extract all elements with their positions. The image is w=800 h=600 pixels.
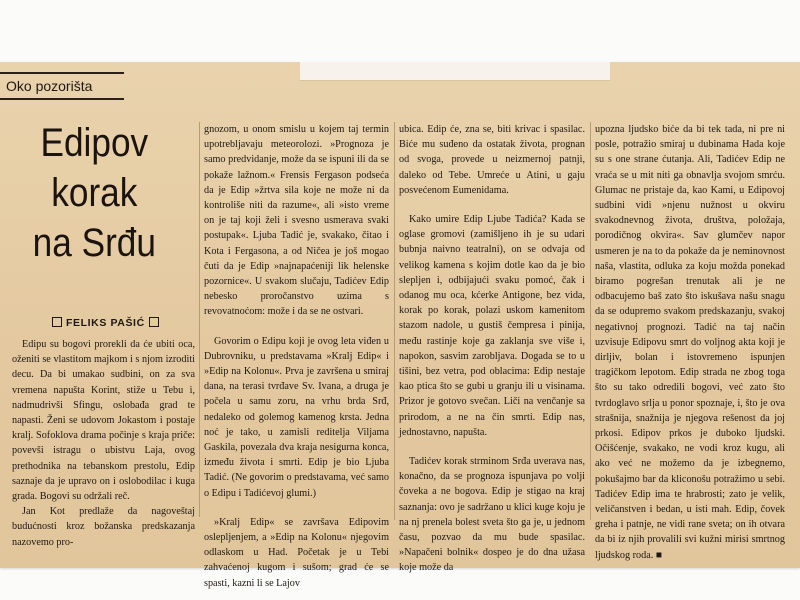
article-column-4: [595, 122, 785, 561]
paragraph: Jan Kot predlaže da nagoveštaj budućnosti kroz božanska predskazanja nazovemo pro-: [12, 506, 195, 548]
headline-line-1: Edipov: [40, 121, 149, 165]
column-rule: [590, 122, 591, 520]
paragraph: upozna ljudsko biće da bi tek tada, ni pre ni posle, potražio smiraj u dubinama Hada koje su s one strane ćutanja. Ali, Tadićev Edip ne vraća se u mit niti ga obnavlja svojom smrću. Glumac ne pristaje da, kao Kami, u Edipovoj sudbini vidi »njenu nužnost u okviru svakodnevnog života, društva, položaja, porodičnog okvira«. Sav glumčev napor usmeren je na to da pokaže da je neminovnost naša, vlastita, odluka za koju možda ponekad biramo pogrešan trenutak ali je ne odbacujemo baš zato što iskušava našu snagu da se odupremo svakom predskazanju, svakoj negativnoj prognozi. Tadić na taj način uzvisuje Edipovu smrt do voljnog akta koji je dirljiv, bolan i istovremeno ispunjen tragičkom lepotom. Edip strada ne zbog toga što su tako odredili bogovi, već zato što tvrdoglavo srlja u ponor spoznaje, i, što je ova strašnija, snažnija je njegova rešenost da joj prkosi. Edipov prkos je duboko ljudski. Očišćenje, svakako, ne vodi kroz kugu, ali ako već ne možemo da je izbegnemo, pokušajmo bar da kliconošu potražimo u sebi. Tadićev Edip ima te hrabrosti; zato je velik, veličanstven i bedan, u isti mah. Edip, čovek greha i patnje, ne vidi rane sveta; on ih otvara da bi iz njih provalili svi kužni mirisi smrtnog ljudskog roda. ■: [595, 124, 785, 561]
article-column-3: [399, 122, 585, 574]
article-column-1: [12, 337, 195, 548]
paragraph: »Kralj Edip« se završava Edipovim oslepljenjem, a »Edip na Kolonu« njegovim odlaskom u Had. Početak je u Tebi zahvaćenoj kugom i sušom; grad će se spasti, kazni li se Lajov: [204, 516, 389, 589]
byline-author: FELIKS PAŠIĆ: [66, 317, 145, 329]
paragraph: Edipu su bogovi prorekli da će ubiti oca, oženiti se vlastitom majkom i s njom izroditi decu. Da bi umakao sudbini, on za sva vremena napušta Korint, stiže u Tebu i, nadmudrivši Sfingu, oslobađa grad te napasti. Ženi se udovom Jokastom i postaje kralj. Sofoklova drama počinje s kraja priče: povevši istragu o ubistvu Laja, ovog prethodnika na tebanskom prestolu, Edip saznaje da je upravo on i oslobodilac i kuga grada. Bogovi su održali reč.: [12, 339, 195, 503]
byline-square-left: [52, 317, 62, 327]
paragraph: ubica. Edip će, zna se, biti krivac i spasilac. Biće mu suđeno da ostatak života, prognan od svoga, provede u neizmernoj patnji, daleko od Tebe. Umreće u Atini, u gaju posvećenom Eumenidama.: [399, 124, 585, 196]
headline-line-2: korak: [51, 171, 138, 215]
headline: [16, 118, 173, 268]
headline-line-3: na Srđu: [32, 221, 156, 265]
section-label: Oko pozorišta: [0, 72, 124, 100]
paragraph: gnozom, u onom smislu u kojem taj termin upotrebljavaju meteorolozi. »Prognoza je samo predvidanje, može da se ispuni ili da se pokaže lažnom.« Frensis Fergason podseća da je Edip »žrtva sila koje ne može ni da kontroliše niti da razume«, ali »isto vreme on je taj koji želi i svesno usmerava svaki postupak«. Ljuba Tadić je, svakako, čitao i Kota i Fergasona, a od Ničea je još mogao čuti da je Edip »najnapaćeniji lik helenske pozornice«. U svakom slučaju, Tadićev Edip nebesko proročanstvo uzima s revovatnoćom: može i da se ne ostvari.: [204, 124, 389, 318]
paragraph: Kako umire Edip Ljube Tadića? Kada se oglase gromovi (zamišljeno ih je su udari bubnja naivno teatralni), on se odvaja od velikog kamena s kojim dotle kao da je bio slepljen i, odbijajući svaku pomoć, čak i odanog mu oca, kćerke Antigone, bez vida, korak po korak, polazi uskom kamenitom stazom nadole, u gustiš čempresa i pinija, među rastinje koje ga zaklanja sve više i, napokon, sasvim zarobljava. Dogada se to u tišini, bez vetra, pod oblacima: Edip nestaje kao ptica što se gubi u granju ili u visinama. Prizor je gotovo svečan. Liči na venčanje sa prirodom, a ne na čin smrti. Edip nas, jednostavno, napušta.: [399, 214, 585, 438]
article-column-2: [204, 122, 389, 589]
byline: [48, 317, 163, 329]
column-rule: [394, 122, 395, 520]
paragraph: Tadićev korak strminom Srđa uverava nas, konačno, da se prognoza ispunjava po volji čoveka a ne bogova. Edip je stigao na kraj saznanja: ovo je sadržano u klici kuge koju je na nj prenela bolest sveta što ga je, u jednom času, pozvao da mu bude spasilac. »Napačeni bolnik« dospeo je do dna užasa koje može da: [399, 456, 585, 574]
torn-edge: [300, 62, 610, 81]
column-rule: [199, 122, 200, 517]
byline-square-right: [149, 317, 159, 327]
paragraph: Govorim o Edipu koji je ovog leta viđen u Dubrovniku, u predstavama »Kralj Edip« i »Edip na Kolonu«. Prva je završena u smiraj dana, na terasi tvrđave Sv. Ivana, a druga je počela u samu zoru, na vrhu brda Srđ, nedaleko od golemog kamenog krsta. Jedna noć je tako, u zamisli reditelja Viljama Gaskila, povezala dva kraja nesigurna konca, između života i smrti. Edip je bio Ljuba Tadić. (Ne govorim o predstavama, već samo o Edipu i Tadićevoj glumi.): [204, 335, 389, 499]
